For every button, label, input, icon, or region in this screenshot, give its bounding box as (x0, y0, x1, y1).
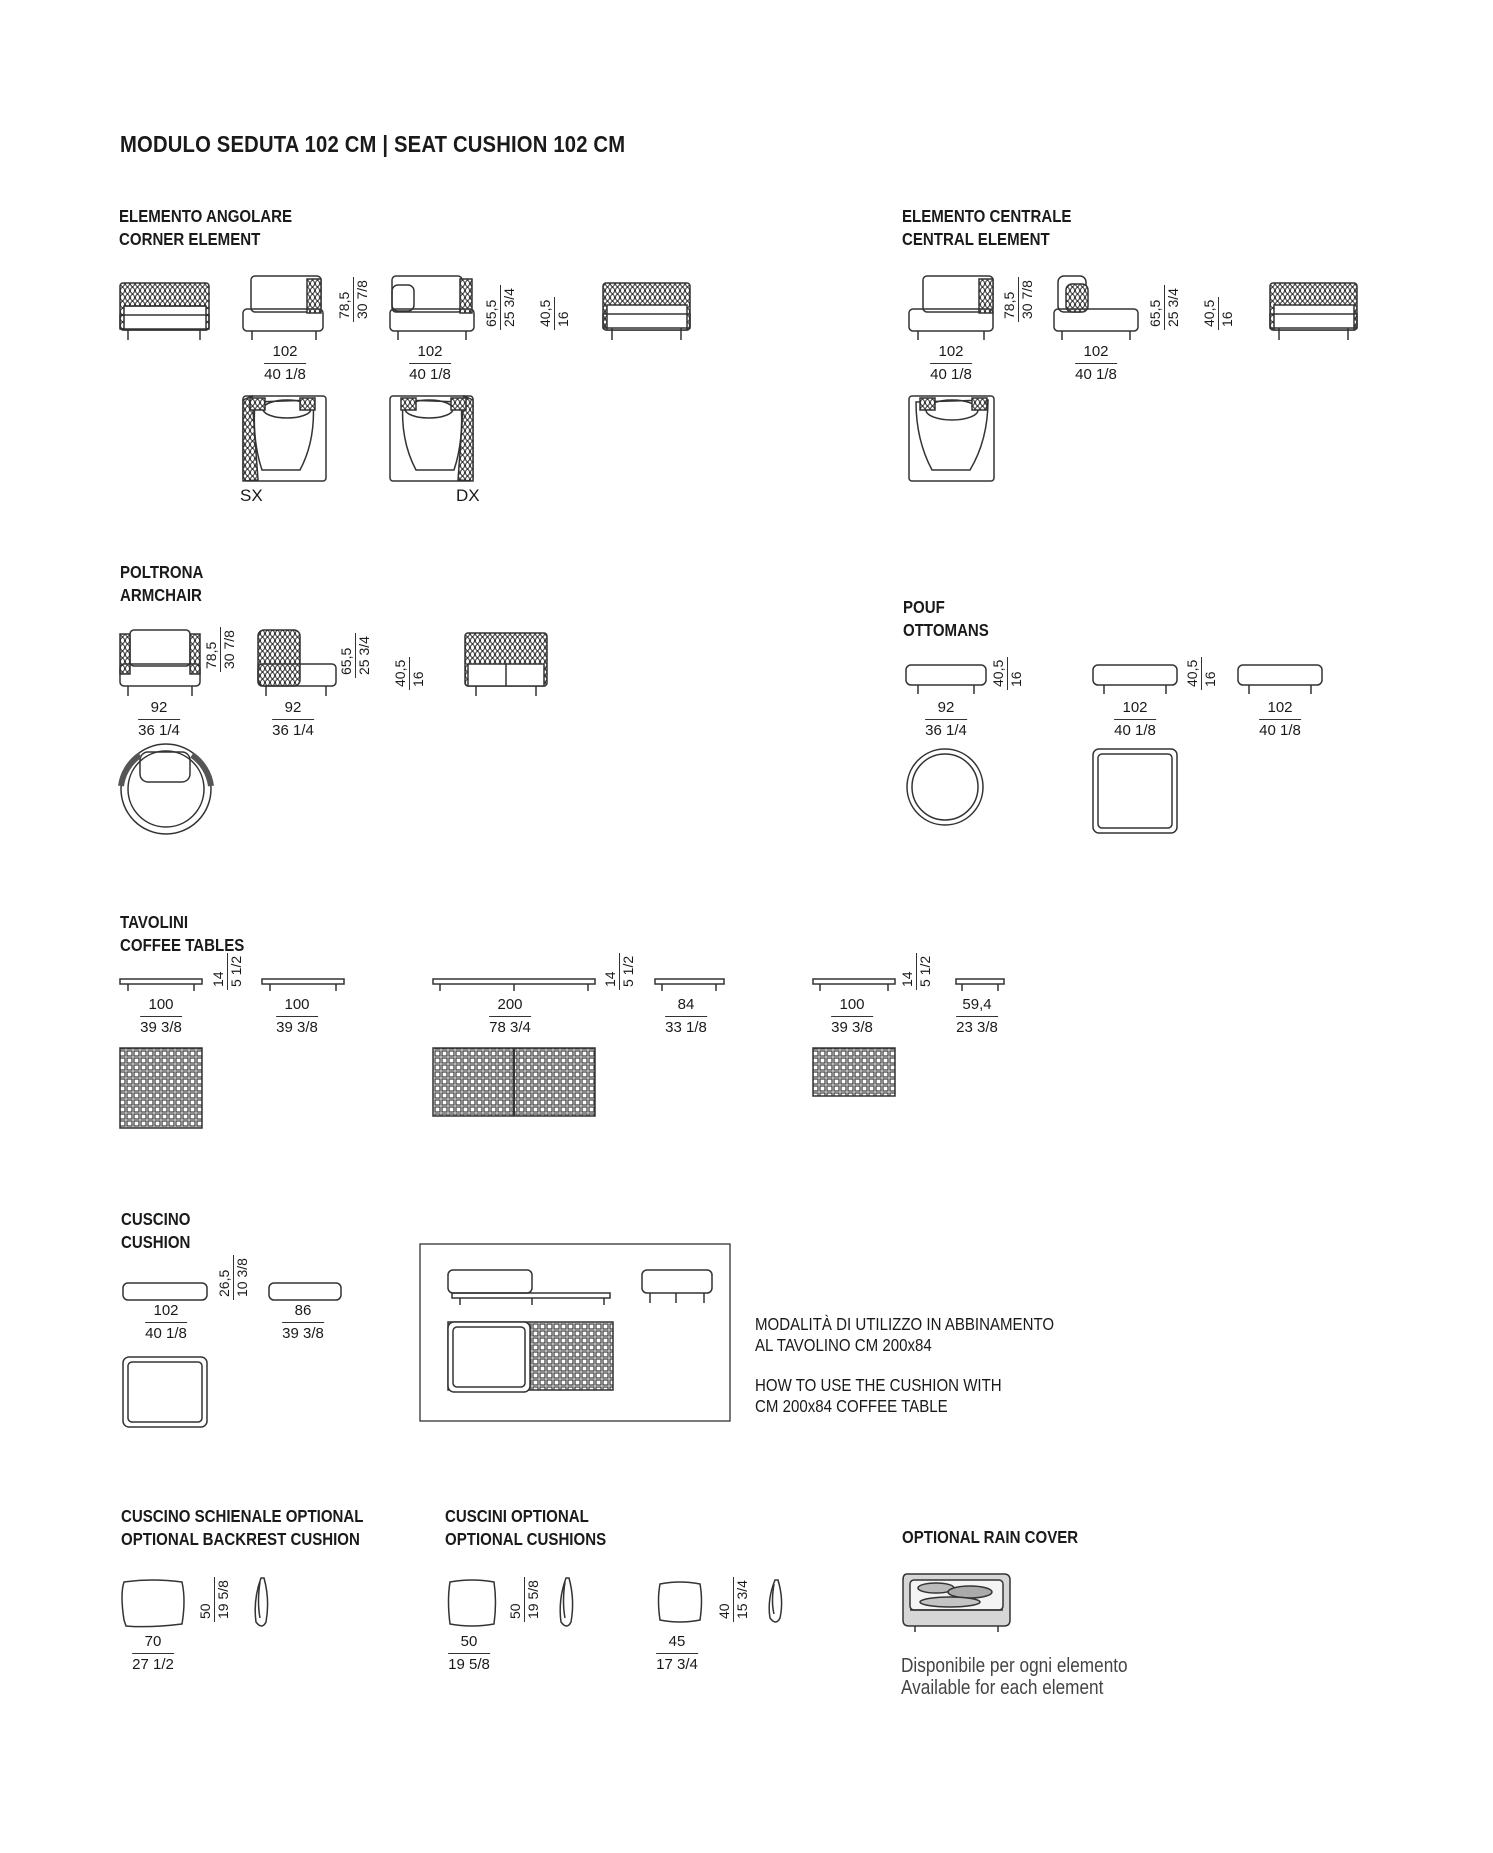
table-width-2: 100 39 3/8 (276, 996, 318, 1036)
table-100-side-a (120, 979, 202, 991)
cushion-plan (123, 1357, 207, 1427)
ottoman-square-plan (1093, 749, 1177, 833)
label-sx: SX (240, 486, 263, 505)
cushion-width-2: 86 39 3/8 (282, 1302, 324, 1342)
rain-cover-drawing (903, 1574, 1010, 1632)
section-cushion-it: CUSCINO (121, 1209, 191, 1229)
table-59-side (956, 979, 1004, 991)
central-height-2: 65,5 25 3/4 (1148, 285, 1181, 330)
cushion-height-1: 26,5 10 3/8 (217, 1255, 250, 1300)
armchair-height-2: 65,5 25 3/4 (339, 633, 372, 678)
armchair-side-view (258, 630, 336, 696)
ottoman-round-plan (907, 749, 983, 825)
corner-height-3: 40,5 16 (538, 297, 571, 330)
corner-width-1: 102 40 1/8 (264, 343, 306, 383)
section-corner-heading (119, 205, 292, 251)
section-optional-cushions-en: OPTIONAL CUSHIONS (445, 1529, 607, 1549)
ottoman-height-2: 40,5 16 (1185, 657, 1218, 690)
section-central-en: CENTRAL ELEMENT (902, 229, 1050, 249)
armchair-back-view (465, 633, 547, 696)
table-width-1: 100 39 3/8 (140, 996, 182, 1036)
corner-width-2: 102 40 1/8 (409, 343, 451, 383)
table-200-side (433, 979, 595, 991)
central-plan-view (909, 396, 994, 481)
cushion-width-1: 102 40 1/8 (145, 1302, 187, 1342)
backrest-cushion-side (255, 1578, 267, 1626)
optional-cushion-width-2: 45 17 3/4 (656, 1633, 698, 1673)
table-84-side (655, 979, 724, 991)
central-height-3: 40,5 16 (1202, 297, 1235, 330)
rain-cover-note-it: Disponibile per ogni elemento (901, 1655, 1128, 1677)
corner-plan-dx (390, 396, 473, 481)
optional-cushion-50-side (560, 1578, 572, 1626)
table-height-1: 14 5 1/2 (211, 953, 244, 990)
section-backrest-en: OPTIONAL BACKREST CUSHION (121, 1529, 360, 1549)
rain-cover-note-en: Available for each element (901, 1677, 1104, 1699)
corner-side-view (603, 283, 690, 340)
backrest-height: 50 19 5/8 (198, 1577, 231, 1622)
section-optional-cushions-it: CUSCINI OPTIONAL (445, 1506, 589, 1526)
central-width-2: 102 40 1/8 (1075, 343, 1117, 383)
section-central-heading (902, 205, 1071, 251)
page-title: MODULO SEDUTA 102 CM | SEAT CUSHION 102 CM (120, 131, 626, 157)
section-backrest-it: CUSCINO SCHIENALE OPTIONAL (121, 1506, 364, 1526)
corner-front-view-dx (390, 276, 474, 340)
central-height-1: 78,5 30 7/8 (1002, 277, 1035, 322)
optional-cushion-width-1: 50 19 5/8 (448, 1633, 490, 1673)
table-width-5: 100 39 3/8 (831, 996, 873, 1036)
ottoman-width-2: 102 40 1/8 (1114, 699, 1156, 739)
table-100-side-b (262, 979, 344, 991)
optional-cushion-50-front (449, 1580, 496, 1626)
corner-back-view (120, 283, 209, 340)
optional-cushion-45-front (659, 1582, 702, 1622)
optional-cushion-height-2: 40 15 3/4 (717, 1577, 750, 1622)
usage-note-it-2: AL TAVOLINO CM 200x84 (755, 1335, 932, 1355)
armchair-plan-view (121, 744, 211, 834)
section-ottomans-en: OTTOMANS (903, 620, 989, 640)
armchair-width-2: 92 36 1/4 (272, 699, 314, 739)
section-central-it: ELEMENTO CENTRALE (902, 206, 1072, 226)
ottoman-square-side-1 (1093, 665, 1177, 694)
armchair-width-1: 92 36 1/4 (138, 699, 180, 739)
armchair-height-1: 78,5 30 7/8 (204, 627, 237, 672)
ottoman-square-side-2 (1238, 665, 1322, 694)
rain-cover-note (901, 1655, 1128, 1699)
usage-note-en-1: HOW TO USE THE CUSHION WITH (755, 1375, 1002, 1395)
section-armchair-it: POLTRONA (120, 562, 204, 582)
cushion-usage-note (755, 1314, 1054, 1417)
backrest-width: 70 27 1/2 (132, 1633, 174, 1673)
section-armchair-en: ARMCHAIR (120, 585, 202, 605)
table-height-3: 14 5 1/2 (900, 953, 933, 990)
central-back-view (1270, 283, 1357, 340)
ottoman-width-3: 102 40 1/8 (1259, 699, 1301, 739)
optional-cushion-height-1: 50 19 5/8 (508, 1577, 541, 1622)
ottoman-width-1: 92 36 1/4 (925, 699, 967, 739)
table-200-plan (433, 1048, 595, 1116)
corner-height-2: 65,5 25 3/4 (484, 285, 517, 330)
backrest-cushion-front (122, 1580, 184, 1627)
section-rain-cover-heading: OPTIONAL RAIN COVER (902, 1527, 1079, 1547)
central-width-1: 102 40 1/8 (930, 343, 972, 383)
section-optional-cushions-heading (445, 1505, 606, 1551)
section-cushion-en: CUSHION (121, 1232, 191, 1252)
table-100b-side (813, 979, 895, 991)
ottoman-height-1: 40,5 16 (991, 657, 1024, 690)
section-tables-heading (120, 911, 244, 957)
corner-plan-sx (243, 396, 326, 481)
section-armchair-heading (120, 561, 203, 607)
table-100b-plan (813, 1048, 895, 1096)
ottoman-round-side (906, 665, 986, 694)
cushion-102-side (123, 1283, 207, 1300)
corner-front-view-sx (243, 276, 323, 340)
usage-note-it-1: MODALITÀ DI UTILIZZO IN ABBINAMENTO (755, 1314, 1055, 1334)
armchair-front-view (120, 630, 200, 696)
central-side-view (1054, 276, 1138, 340)
cushion-usage-box (420, 1244, 730, 1421)
section-ottomans-it: POUF (903, 597, 945, 617)
section-corner-en: CORNER ELEMENT (119, 229, 261, 249)
section-tables-en: COFFEE TABLES (120, 935, 245, 955)
section-backrest-heading (121, 1505, 363, 1551)
table-width-4: 84 33 1/8 (665, 996, 707, 1036)
label-dx: DX (456, 486, 480, 505)
central-front-view (909, 276, 993, 340)
table-width-3: 200 78 3/4 (489, 996, 531, 1036)
section-tables-it: TAVOLINI (120, 912, 189, 932)
table-height-2: 14 5 1/2 (603, 953, 636, 990)
cushion-86-side (269, 1283, 341, 1300)
section-corner-it: ELEMENTO ANGOLARE (119, 206, 293, 226)
corner-height-1: 78,5 30 7/8 (337, 277, 370, 322)
usage-note-en-2: CM 200x84 COFFEE TABLE (755, 1396, 948, 1416)
armchair-height-3: 40,5 16 (393, 657, 426, 690)
table-100-plan (120, 1048, 202, 1128)
table-width-6: 59,4 23 3/8 (956, 996, 998, 1036)
optional-cushion-45-side (769, 1580, 781, 1622)
section-cushion-heading (121, 1208, 190, 1254)
section-ottomans-heading (903, 596, 989, 642)
